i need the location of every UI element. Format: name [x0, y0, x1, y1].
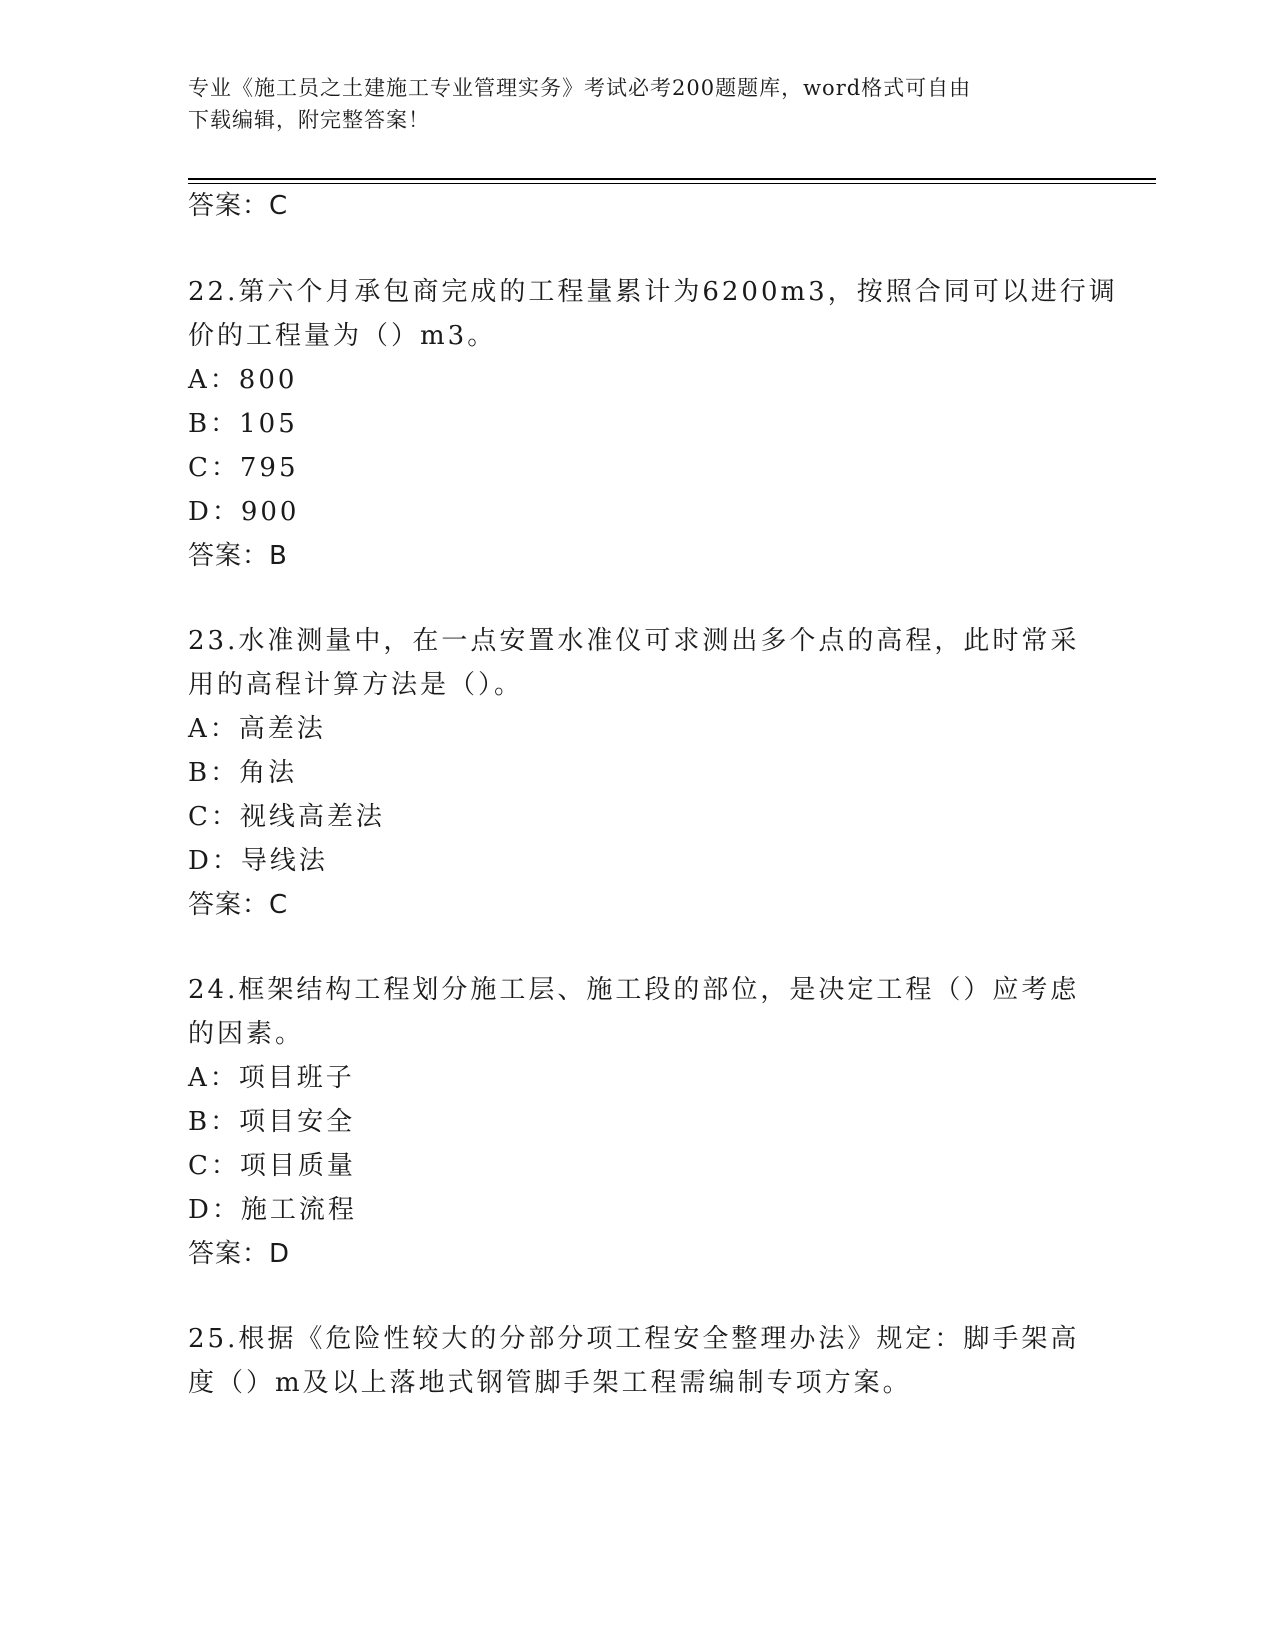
option-c: C：795: [188, 453, 299, 483]
answer: 答案：B: [188, 541, 288, 571]
option-a: A：项目班子: [188, 1063, 355, 1093]
question-stem-line: 价的工程量为（）m3。: [188, 321, 497, 351]
question-stem-line: 25.根据《危险性较大的分部分项工程安全整理办法》规定：脚手架高: [188, 1324, 1080, 1354]
option-b: B：105: [188, 409, 298, 439]
header-line-1: 专业《施工员之土建施工专业管理实务》考试必考200题题库，word格式可自由: [188, 76, 972, 100]
header-rule-thick: [188, 178, 1156, 180]
question-stem-line: 度（）m及以上落地式钢管脚手架工程需编制专项方案。: [188, 1368, 912, 1398]
answer: 答案：C: [188, 890, 289, 920]
question-stem-line: 的因素。: [188, 1019, 305, 1049]
option-c: C：项目质量: [188, 1151, 356, 1181]
option-b: B：项目安全: [188, 1107, 356, 1137]
option-d: D：900: [188, 497, 300, 527]
answer-21: 答案：C: [188, 191, 289, 221]
option-a: A：高差法: [188, 714, 326, 744]
question-stem-line: 24.框架结构工程划分施工层、施工段的部位，是决定工程（）应考虑: [188, 975, 1080, 1005]
header-line-2: 下载编辑，附完整答案！: [188, 108, 430, 132]
header-rule-thin: [188, 183, 1156, 184]
option-a: A：800: [188, 365, 298, 395]
option-d: D：导线法: [188, 846, 328, 876]
question-stem-line: 22.第六个月承包商完成的工程量累计为6200m3，按照合同可以进行调: [188, 277, 1118, 307]
option-c: C：视线高差法: [188, 802, 385, 832]
option-b: B：角法: [188, 758, 298, 788]
page-header: [188, 72, 1088, 136]
answer: 答案：D: [188, 1239, 291, 1269]
question-stem-line: 用的高程计算方法是（）。: [188, 670, 524, 700]
question-stem-line: 23.水准测量中，在一点安置水准仪可求测出多个点的高程，此时常采: [188, 626, 1080, 656]
option-d: D：施工流程: [188, 1195, 357, 1225]
